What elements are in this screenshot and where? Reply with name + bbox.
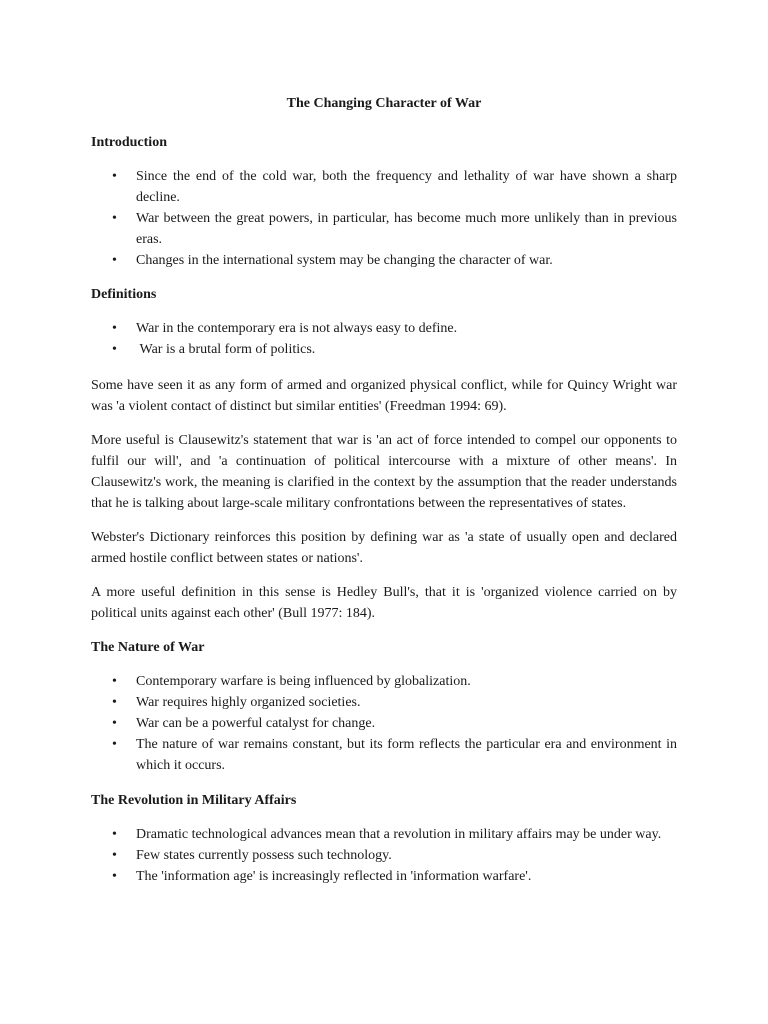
list-item-text: The 'information age' is increasingly reflected in 'information warfare'.	[136, 869, 532, 884]
list-item	[91, 824, 677, 845]
list-item	[91, 250, 677, 271]
list-item	[91, 339, 677, 360]
list-item	[91, 866, 677, 887]
bullet-list-definitions	[91, 318, 677, 360]
list-item-text: Changes in the international system may be changing the character of war.	[136, 253, 553, 268]
list-item-text: War requires highly organized societies.	[136, 695, 361, 710]
list-item-text: Contemporary warfare is being influenced by globalization.	[136, 674, 471, 689]
list-item-text: War between the great powers, in particular, has become much more unlikely than in previous eras.	[136, 211, 677, 247]
list-item	[91, 166, 677, 208]
bullet-list-revolution-in-military-affairs	[91, 824, 677, 887]
bullet-icon: •	[112, 321, 117, 336]
list-item-text: Few states currently possess such technology.	[136, 848, 392, 863]
body-paragraph: Webster's Dictionary reinforces this position by defining war as 'a state of usually open and declared armed hostile conflict between states or nations'.	[91, 530, 677, 566]
list-item-text: War can be a powerful catalyst for change.	[136, 716, 376, 731]
list-item	[91, 208, 677, 250]
list-item-text: War in the contemporary era is not always easy to define.	[136, 321, 458, 336]
bullet-list-nature-of-war	[91, 671, 677, 776]
body-paragraph: A more useful definition in this sense is Hedley Bull's, that it is 'organized violence carried on by political units against each other' (Bull 1977: 184).	[91, 585, 677, 621]
bullet-icon: •	[112, 869, 117, 884]
list-item	[91, 692, 677, 713]
section-heading-introduction: Introduction	[91, 135, 167, 150]
bullet-icon: •	[112, 253, 117, 268]
bullet-icon: •	[112, 674, 117, 689]
bullet-icon: •	[112, 169, 117, 184]
list-item-text: The nature of war remains constant, but its form reflects the particular era and environment in which it occurs.	[136, 737, 677, 773]
body-paragraph: More useful is Clausewitz's statement that war is 'an act of force intended to compel our opponents to fulfil our will', and 'a continuation of political intercourse with a mixture of other means'. In Clausewitz's work, the meaning is clarified in the context by the assumption that the reader understands that he is talking about large-scale military confrontations between the representatives of states.	[91, 433, 677, 511]
list-item-text: Dramatic technological advances mean that a revolution in military affairs may be under way.	[136, 827, 662, 842]
section-heading-definitions: Definitions	[91, 287, 157, 302]
list-item	[91, 713, 677, 734]
bullet-icon: •	[112, 211, 117, 226]
document-title: The Changing Character of War	[286, 96, 482, 111]
bullet-icon: •	[112, 827, 117, 842]
list-item	[91, 318, 677, 339]
bullet-list-introduction	[91, 166, 677, 271]
list-item	[91, 845, 677, 866]
list-item-text: Since the end of the cold war, both the frequency and lethality of war have shown a sharp decline.	[136, 169, 677, 205]
section-heading-revolution-in-military-affairs: The Revolution in Military Affairs	[91, 793, 297, 808]
bullet-icon: •	[112, 737, 117, 752]
list-item	[91, 734, 677, 776]
document-page	[91, 93, 677, 900]
section-heading-nature-of-war: The Nature of War	[91, 640, 205, 655]
body-paragraph: Some have seen it as any form of armed and organized physical conflict, while for Quincy Wright war was 'a violent contact of distinct but similar entities' (Freedman 1994: 69).	[91, 378, 677, 414]
list-item	[91, 671, 677, 692]
list-item-text: War is a brutal form of politics.	[136, 342, 316, 357]
bullet-icon: •	[112, 342, 117, 357]
bullet-icon: •	[112, 695, 117, 710]
bullet-icon: •	[112, 716, 117, 731]
bullet-icon: •	[112, 848, 117, 863]
